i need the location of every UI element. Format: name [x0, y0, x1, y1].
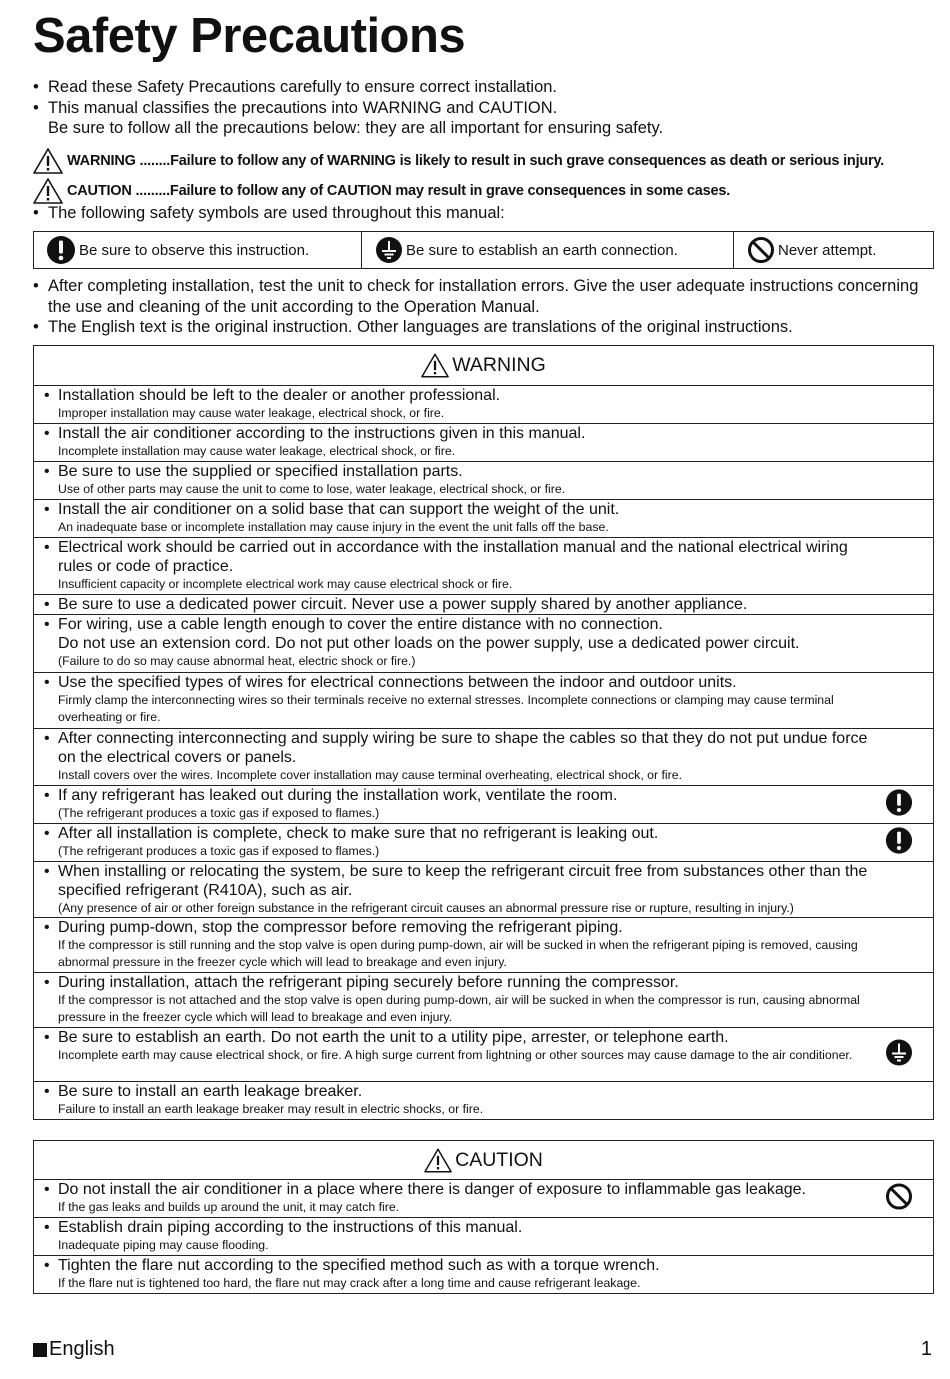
warning-item-main: • Install the air conditioner according to the instructions given in this manual. [58, 425, 586, 442]
warning-heading [34, 346, 933, 386]
caution-item [34, 1180, 933, 1218]
intro-bullet: • Read these Safety Precautions carefully to ensure correct installation. [33, 77, 933, 98]
symbol-observe-label: Be sure to observe this instruction. [79, 241, 310, 259]
symbol-earth-label: Be sure to establish an earth connection. [406, 241, 678, 259]
caution-level-text: CAUTION .........Failure to follow any of CAUTION may result in grave consequences in some cases. [67, 183, 731, 199]
intro-continuation: Be sure to follow all the precautions below: they are all important for ensuring safety. [48, 119, 664, 137]
symbols-intro-text: • The following safety symbols are used throughout this manual: [33, 203, 505, 224]
warning-item-main: • Electrical work should be carried out in accordance with the installation manual and the national electrical wiring rules or code of practice. [58, 539, 848, 575]
caution-item-main: • Tighten the flare nut according to the specified method such as with a torque wrench. [58, 1257, 660, 1274]
page-title: Safety Precautions [33, 9, 466, 63]
warning-item-detail: Incomplete earth may cause electrical shock, or fire. A high surge current from lightning or other sources may cause damage to the air conditioner. [58, 1048, 853, 1062]
warning-item-main: • Be sure to install an earth leakage breaker. [58, 1083, 363, 1100]
warning-item-main: • Use the specified types of wires for electrical connections between the indoor and outdoor units. [58, 674, 737, 691]
warning-item-detail: Insufficient capacity or incomplete electrical work may cause electrical shock or fire. [58, 577, 513, 591]
warning-item-main: • Be sure to use a dedicated power circuit. Never use a power supply shared by another appliance. [58, 596, 748, 613]
symbols-intro [33, 203, 505, 224]
warning-item [34, 615, 933, 673]
warning-level-definition [33, 148, 884, 174]
caution-triangle-icon [424, 1148, 452, 1173]
warning-item [34, 786, 933, 824]
exclamation-icon [885, 788, 913, 821]
caution-item-detail: Inadequate piping may cause flooding. [58, 1238, 269, 1252]
warning-box [33, 345, 934, 1120]
warning-item [34, 538, 933, 595]
caution-item [34, 1218, 933, 1256]
warning-item-detail: An inadequate base or incomplete installation may cause injury in the event the unit falls off the base. [58, 520, 609, 534]
warning-item [34, 500, 933, 538]
prohibited-icon [885, 1182, 913, 1215]
warning-item [34, 1082, 933, 1119]
warning-item [34, 973, 933, 1028]
warning-item-main: • Installation should be left to the dealer or another professional. [58, 387, 501, 404]
warning-triangle-icon [421, 353, 449, 378]
warning-item-detail: If the compressor is not attached and the stop valve is open during pump-down, air will be sucked in when the compressor is run, causing abnormal pressure in the freezer cycle which will lead to breakage and even injury. [58, 993, 860, 1024]
warning-item-main: • If any refrigerant has leaked out during the installation work, ventilate the room. [58, 787, 618, 804]
footer-language [33, 1338, 115, 1361]
warning-item-main: • Install the air conditioner on a solid base that can support the weight of the unit. [58, 501, 620, 518]
caution-item-main: • Do not install the air conditioner in a place where there is danger of exposure to inflammable gas leakage. [58, 1181, 806, 1198]
footer-language-label: English [49, 1338, 115, 1360]
caution-heading [34, 1141, 933, 1180]
symbol-prohibited [734, 232, 933, 268]
caution-heading-text: CAUTION [455, 1148, 543, 1171]
symbol-observe [34, 232, 362, 268]
warning-item [34, 386, 933, 424]
earth-ground-icon [885, 1038, 913, 1071]
warning-item-detail: If the compressor is still running and the stop valve is open during pump-down, air will be sucked in when the refrigerant piping is removed, causing abnormal pressure in the freezer cycle which will lead to breakage and even injury. [58, 938, 858, 969]
warning-item-detail: Failure to install an earth leakage breaker may result in electric shocks, or fire. [58, 1102, 484, 1116]
warning-item [34, 462, 933, 500]
warning-item-main: • After connecting interconnecting and supply wiring be sure to shape the cables so that they do not put undue force on the electrical covers or panels. [58, 730, 868, 766]
symbol-earth [362, 232, 734, 268]
square-bullet-icon [33, 1343, 47, 1357]
warning-item-detail: Firmly clamp the interconnecting wires so their terminals receive no external stresses. Incomplete connections or clamping may cause terminal overheating or fire. [58, 693, 834, 724]
note-bullet: • After completing installation, test the unit to check for installation errors. Give the user adequate instructions concerning the use and cleaning of the unit according to the Operation Manual. [33, 276, 933, 317]
warning-item [34, 729, 933, 786]
page-number: 1 [920, 1338, 932, 1360]
warning-item-main: • Be sure to establish an earth. Do not earth the unit to a utility pipe, arrester, or telephone earth. [58, 1029, 729, 1046]
earth-ground-icon [375, 236, 403, 264]
warning-item [34, 595, 933, 615]
warning-item [34, 673, 933, 729]
exclamation-icon [46, 235, 76, 265]
caution-triangle-icon [33, 178, 63, 204]
symbols-legend [33, 231, 934, 269]
caution-item-detail: If the gas leaks and builds up around the unit, it may catch fire. [58, 1200, 400, 1214]
warning-item [34, 1028, 933, 1082]
warning-item-main: • When installing or relocating the system, be sure to keep the refrigerant circuit free from substances other than the specified refrigerant (R410A), such as air. [58, 863, 868, 899]
warning-item-main: • Be sure to use the supplied or specified installation parts. [58, 463, 463, 480]
warning-item-detail: Incomplete installation may cause water leakage, electrical shock, or fire. [58, 444, 456, 458]
warning-item-detail: Use of other parts may cause the unit to come to lose, water leakage, electrical shock, or fire. [58, 482, 566, 496]
warning-item [34, 862, 933, 918]
warning-item-main: • During pump-down, stop the compressor before removing the refrigerant piping. [58, 919, 623, 936]
prohibited-icon [747, 236, 775, 264]
warning-item-main: • During installation, attach the refrigerant piping securely before running the compressor. [58, 974, 679, 991]
note-bullet: • The English text is the original instruction. Other languages are translations of the original instructions. [33, 317, 933, 338]
warning-triangle-icon [33, 148, 63, 174]
post-install-notes [33, 276, 933, 338]
warning-heading-text: WARNING [452, 354, 546, 376]
intro-bullet: • This manual classifies the precautions into WARNING and CAUTION. [33, 98, 933, 119]
warning-item-detail: Install covers over the wires. Incomplete cover installation may cause terminal overheating, electrical shock, or fire. [58, 768, 682, 782]
warning-item-detail: (The refrigerant produces a toxic gas if exposed to flames.) [58, 806, 380, 820]
warning-item [34, 824, 933, 862]
warning-item [34, 918, 933, 973]
warning-level-text: WARNING ........Failure to follow any of WARNING is likely to result in such grave consequences as death or serious injury. [67, 153, 885, 169]
warning-item-detail: (Failure to do so may cause abnormal heat, electric shock or fire.) [58, 654, 416, 668]
warning-item [34, 424, 933, 462]
caution-item-detail: If the flare nut is tightened too hard, the flare nut may crack after a long time and cause refrigerant leakage. [58, 1276, 641, 1290]
exclamation-icon [885, 826, 913, 859]
caution-item-main: • Establish drain piping according to the instructions of this manual. [58, 1219, 523, 1236]
warning-item-detail: Improper installation may cause water leakage, electrical shock, or fire. [58, 406, 445, 420]
warning-item-detail: (Any presence of air or other foreign substance in the refrigerant circuit causes an abnormal pressure rise or rupture, resulting in injury.) [58, 901, 794, 915]
caution-box [33, 1140, 934, 1294]
symbol-prohibited-label: Never attempt. [778, 241, 877, 259]
warning-item-main: • For wiring, use a cable length enough to cover the entire distance with no connection. Do not use an extension cord. Do not put other loads on the power supply, use a dedicated power circuit. [58, 616, 800, 652]
intro-list [33, 77, 933, 139]
caution-level-definition [33, 178, 730, 204]
warning-item-main: • After all installation is complete, check to make sure that no refrigerant is leaking out. [58, 825, 659, 842]
caution-item [34, 1256, 933, 1293]
warning-item-detail: (The refrigerant produces a toxic gas if exposed to flames.) [58, 844, 380, 858]
